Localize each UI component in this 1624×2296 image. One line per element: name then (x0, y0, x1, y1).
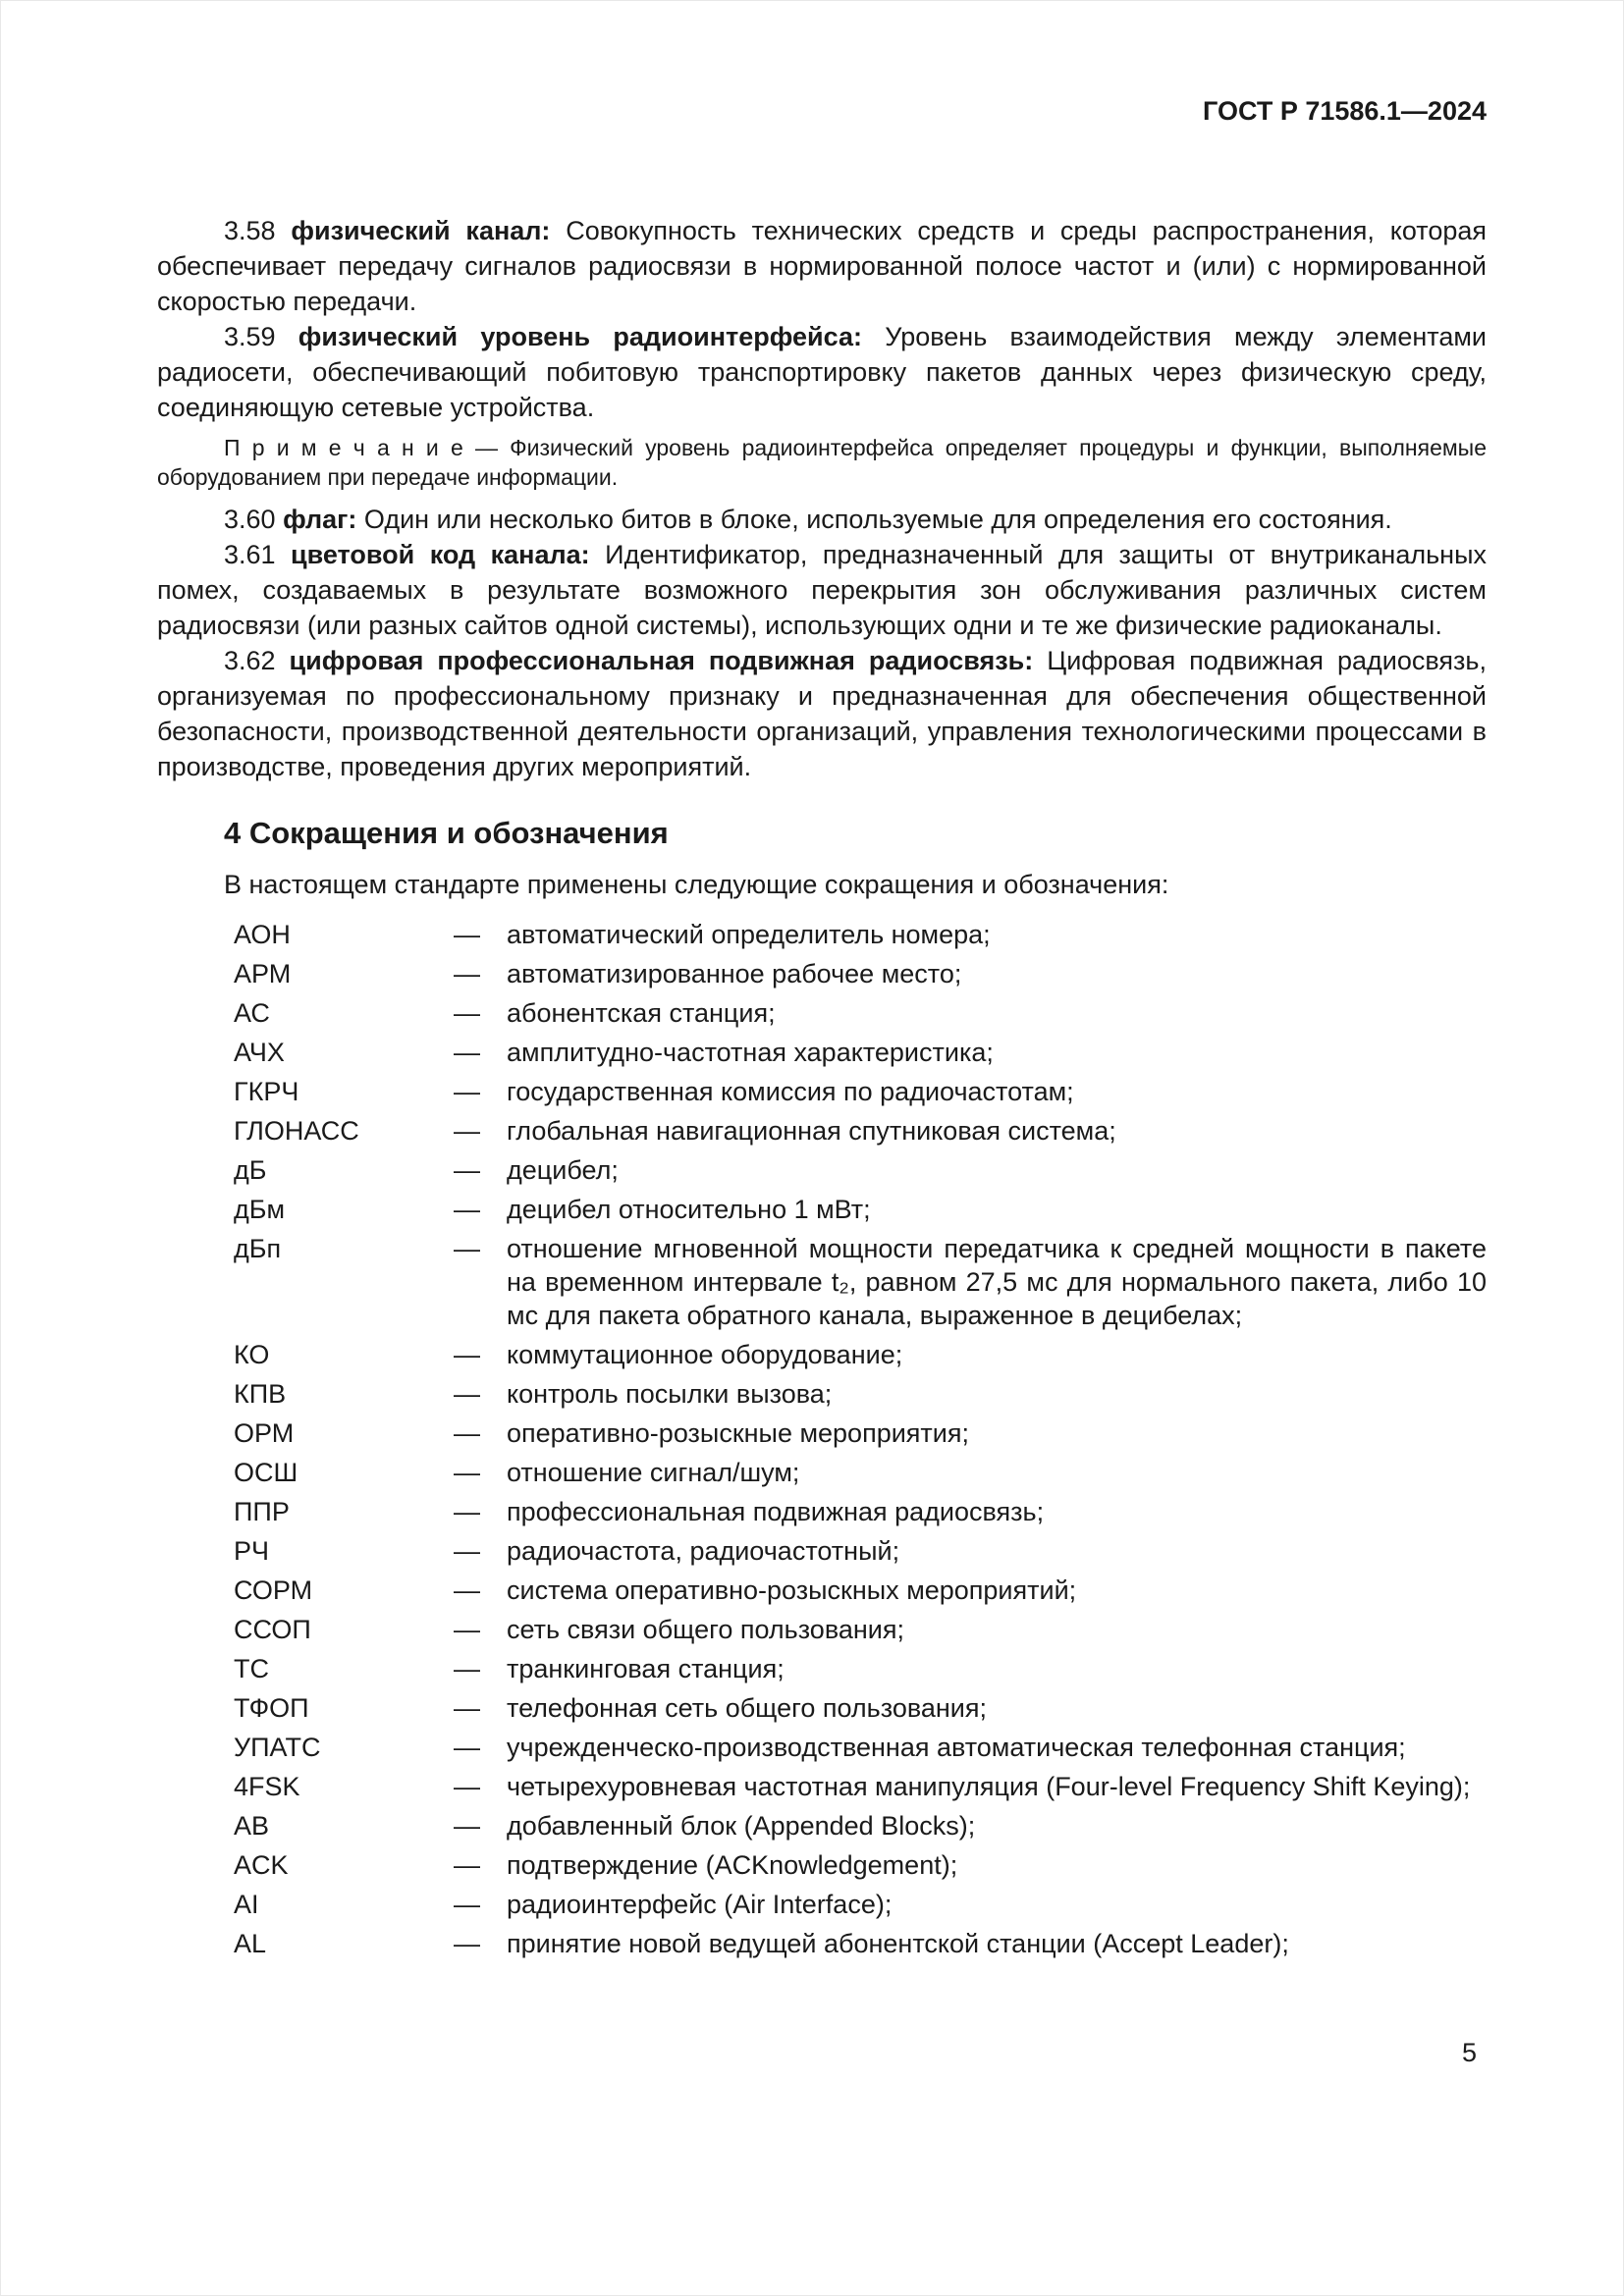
abbreviation-row (234, 1495, 1487, 1528)
abbreviation-row (234, 1153, 1487, 1187)
abbreviation-meaning: подтверждение (ACKnowledgement); (507, 1850, 958, 1880)
abbreviation-meaning: децибел относительно 1 мВт; (507, 1195, 871, 1224)
abbreviation-row (234, 1534, 1487, 1568)
document-body (157, 213, 1487, 1960)
abbreviation-dash: — (454, 1234, 480, 1263)
abbreviation-meaning: автоматический определитель номера; (507, 920, 991, 949)
abbreviation-term: ОСШ (234, 1458, 298, 1487)
abbreviation-meaning: профессиональная подвижная радиосвязь; (507, 1497, 1045, 1526)
abbreviation-dash: — (454, 1575, 480, 1605)
abbreviation-dash: — (454, 1929, 480, 1958)
definition-number: 3.61 (224, 540, 292, 569)
section-intro: В настоящем стандарте применены следующие сокращения и обозначения: (224, 870, 1169, 899)
abbreviation-row (234, 1652, 1487, 1685)
abbreviation-meaning: радиочастота, радиочастотный; (507, 1536, 900, 1566)
abbreviation-dash: — (454, 1077, 480, 1106)
abbreviation-meaning: учрежденческо-производственная автоматическая телефонная станция; (507, 1733, 1406, 1762)
abbreviation-term: РЧ (234, 1536, 270, 1566)
abbreviation-row (234, 1114, 1487, 1148)
abbreviation-row (234, 996, 1487, 1030)
abbreviation-term: AB (234, 1811, 270, 1841)
abbreviation-dash: — (454, 1379, 480, 1409)
abbreviation-dash: — (454, 1654, 480, 1683)
abbreviation-meaning: система оперативно-розыскных мероприятий; (507, 1575, 1077, 1605)
abbreviation-row (234, 1613, 1487, 1646)
definition-term: флаг: (283, 505, 364, 534)
abbreviation-dash: — (454, 1418, 480, 1448)
definition-term: цифровая профессиональная подвижная радиосвязь: (289, 646, 1048, 675)
abbreviation-meaning: амплитудно-частотная характеристика; (507, 1038, 994, 1067)
abbreviation-row (234, 1232, 1487, 1332)
definition-text: Совокупность технических средств и среды распространения, которая обеспечивает передачу сигналов радиосвязи в нормированной полосе частот и (или) с нормированной скоростью передачи. (157, 216, 1487, 316)
abbreviation-row (234, 957, 1487, 990)
abbreviation-meaning: принятие новой ведущей абонентской станции (Accept Leader); (507, 1929, 1289, 1958)
abbreviation-row (234, 1193, 1487, 1226)
abbreviation-meaning: коммутационное оборудование; (507, 1340, 903, 1369)
definition-paragraph (157, 213, 1487, 319)
abbreviation-term: ACK (234, 1850, 289, 1880)
abbreviation-term: ТФОП (234, 1693, 309, 1723)
abbreviation-row (234, 1574, 1487, 1607)
abbreviation-meaning: отношение сигнал/шум; (507, 1458, 800, 1487)
definition-text: Один или несколько битов в блоке, используемые для определения его состояния. (363, 505, 1392, 534)
abbreviation-dash: — (454, 1497, 480, 1526)
abbreviation-term: ГЛОНАСС (234, 1116, 359, 1146)
abbreviation-dash: — (454, 1038, 480, 1067)
abbreviation-dash: — (454, 1116, 480, 1146)
note-label: П р и м е ч а н и е (224, 435, 475, 460)
note-text: — Физический уровень радиоинтерфейса определяет процедуры и функции, выполняемые оборудованием при передаче информации. (157, 435, 1487, 490)
abbreviation-dash: — (454, 1195, 480, 1224)
abbreviation-term: 4FSK (234, 1772, 300, 1801)
abbreviation-row (234, 1416, 1487, 1450)
abbreviation-row (234, 1338, 1487, 1371)
abbreviation-term: АРМ (234, 959, 292, 988)
abbreviation-term: дБм (234, 1195, 286, 1224)
abbreviation-row (234, 1809, 1487, 1842)
abbreviation-term: AL (234, 1929, 267, 1958)
abbreviation-term: ССОП (234, 1615, 311, 1644)
abbreviation-row (234, 1456, 1487, 1489)
abbreviation-meaning: четырехуровневая частотная манипуляция (Four-level Frequency Shift Keying); (507, 1772, 1471, 1801)
definition-paragraph (157, 537, 1487, 643)
abbreviation-row (234, 1377, 1487, 1411)
page-number: 5 (1461, 2038, 1477, 2067)
abbreviation-row (234, 1691, 1487, 1725)
abbreviation-meaning: абонентская станция; (507, 998, 776, 1028)
definition-number: 3.59 (224, 322, 298, 351)
abbreviation-meaning: контроль посылки вызова; (507, 1379, 833, 1409)
definition-paragraph (157, 502, 1487, 537)
section-heading: 4 Сокращения и обозначения (224, 816, 669, 850)
abbreviation-row (234, 1848, 1487, 1882)
definition-text: Уровень взаимодействия между элементами радиосети, обеспечивающий побитовую транспортировку пакетов данных через физическую среду, соединяющую сетевые устройства. (157, 322, 1487, 422)
definition-text: Цифровая подвижная радиосвязь, организуемая по профессиональному признаку и предназначенная для обеспечения общественной безопасности, производственной деятельности организаций, управления технологическими процессами в производстве, проведения других мероприятий. (157, 646, 1487, 781)
abbreviation-term: АС (234, 998, 270, 1028)
abbreviation-meaning: оперативно-розыскные мероприятия; (507, 1418, 969, 1448)
note-paragraph (157, 433, 1487, 492)
abbreviation-term: ТС (234, 1654, 269, 1683)
definition-paragraph (157, 319, 1487, 425)
abbreviation-row (234, 918, 1487, 951)
abbreviation-dash: — (454, 1772, 480, 1801)
abbreviation-term: ОРМ (234, 1418, 295, 1448)
abbreviation-term: КО (234, 1340, 270, 1369)
definition-number: 3.62 (224, 646, 290, 675)
abbreviation-row (234, 1731, 1487, 1764)
abbreviation-meaning: автоматизированное рабочее место; (507, 959, 962, 988)
abbreviation-dash: — (454, 1733, 480, 1762)
abbreviation-meaning: сеть связи общего пользования; (507, 1615, 904, 1644)
document-header (157, 96, 1487, 127)
abbreviation-term: ППР (234, 1497, 290, 1526)
abbreviation-dash: — (454, 1340, 480, 1369)
abbreviation-dash: — (454, 998, 480, 1028)
abbreviation-term: УПАТС (234, 1733, 321, 1762)
abbreviation-row (234, 1888, 1487, 1921)
definition-paragraph (157, 643, 1487, 784)
abbreviation-term: СОРМ (234, 1575, 313, 1605)
abbreviation-dash: — (454, 1890, 480, 1919)
abbreviation-row (234, 1075, 1487, 1108)
abbreviation-meaning: государственная комиссия по радиочастотам; (507, 1077, 1074, 1106)
abbreviation-dash: — (454, 1811, 480, 1841)
abbreviation-list (157, 918, 1487, 1960)
definition-term: цветовой код канала: (291, 540, 606, 569)
abbreviation-dash: — (454, 1615, 480, 1644)
abbreviation-row (234, 1770, 1487, 1803)
definition-number: 3.58 (224, 216, 292, 245)
document-number: ГОСТ Р 71586.1—2024 (1203, 96, 1487, 126)
abbreviation-dash: — (454, 1458, 480, 1487)
abbreviation-dash: — (454, 1155, 480, 1185)
abbreviation-term: AI (234, 1890, 259, 1919)
definition-number: 3.60 (224, 505, 284, 534)
abbreviation-term: ГКРЧ (234, 1077, 299, 1106)
abbreviation-dash: — (454, 1693, 480, 1723)
definition-text: Идентификатор, предназначенный для защиты от внутриканальных помех, создаваемых в результате возможного перекрытия зон обслуживания различных систем радиосвязи (или разных сайтов одной системы), использующих одни и те же физические радиоканалы. (157, 540, 1487, 640)
body-blocks (157, 213, 1487, 784)
abbreviation-meaning: глобальная навигационная спутниковая система; (507, 1116, 1116, 1146)
abbreviation-dash: — (454, 1850, 480, 1880)
abbreviation-dash: — (454, 959, 480, 988)
definition-term: физический канал: (291, 216, 567, 245)
abbreviation-dash: — (454, 1536, 480, 1566)
abbreviation-meaning: радиоинтерфейс (Air Interface); (507, 1890, 893, 1919)
abbreviation-term: дБп (234, 1234, 282, 1263)
definition-term: физический уровень радиоинтерфейса: (298, 322, 886, 351)
abbreviation-meaning: телефонная сеть общего пользования; (507, 1693, 988, 1723)
abbreviation-meaning: децибел; (507, 1155, 619, 1185)
abbreviation-term: КПВ (234, 1379, 287, 1409)
abbreviation-dash: — (454, 920, 480, 949)
abbreviation-meaning: отношение мгновенной мощности передатчика к средней мощности в пакете на временном интервале t₂, равном 27,5 мс для нормального пакета, либо 10 мс для пакета обратного канала, выраженное в децибелах; (507, 1234, 1487, 1330)
abbreviation-term: АЧХ (234, 1038, 285, 1067)
abbreviation-row (234, 1927, 1487, 1960)
abbreviation-meaning: добавленный блок (Appended Blocks); (507, 1811, 976, 1841)
abbreviation-term: дБ (234, 1155, 267, 1185)
abbreviation-row (234, 1036, 1487, 1069)
abbreviation-term: АОН (234, 920, 291, 949)
abbreviation-meaning: транкинговая станция; (507, 1654, 785, 1683)
